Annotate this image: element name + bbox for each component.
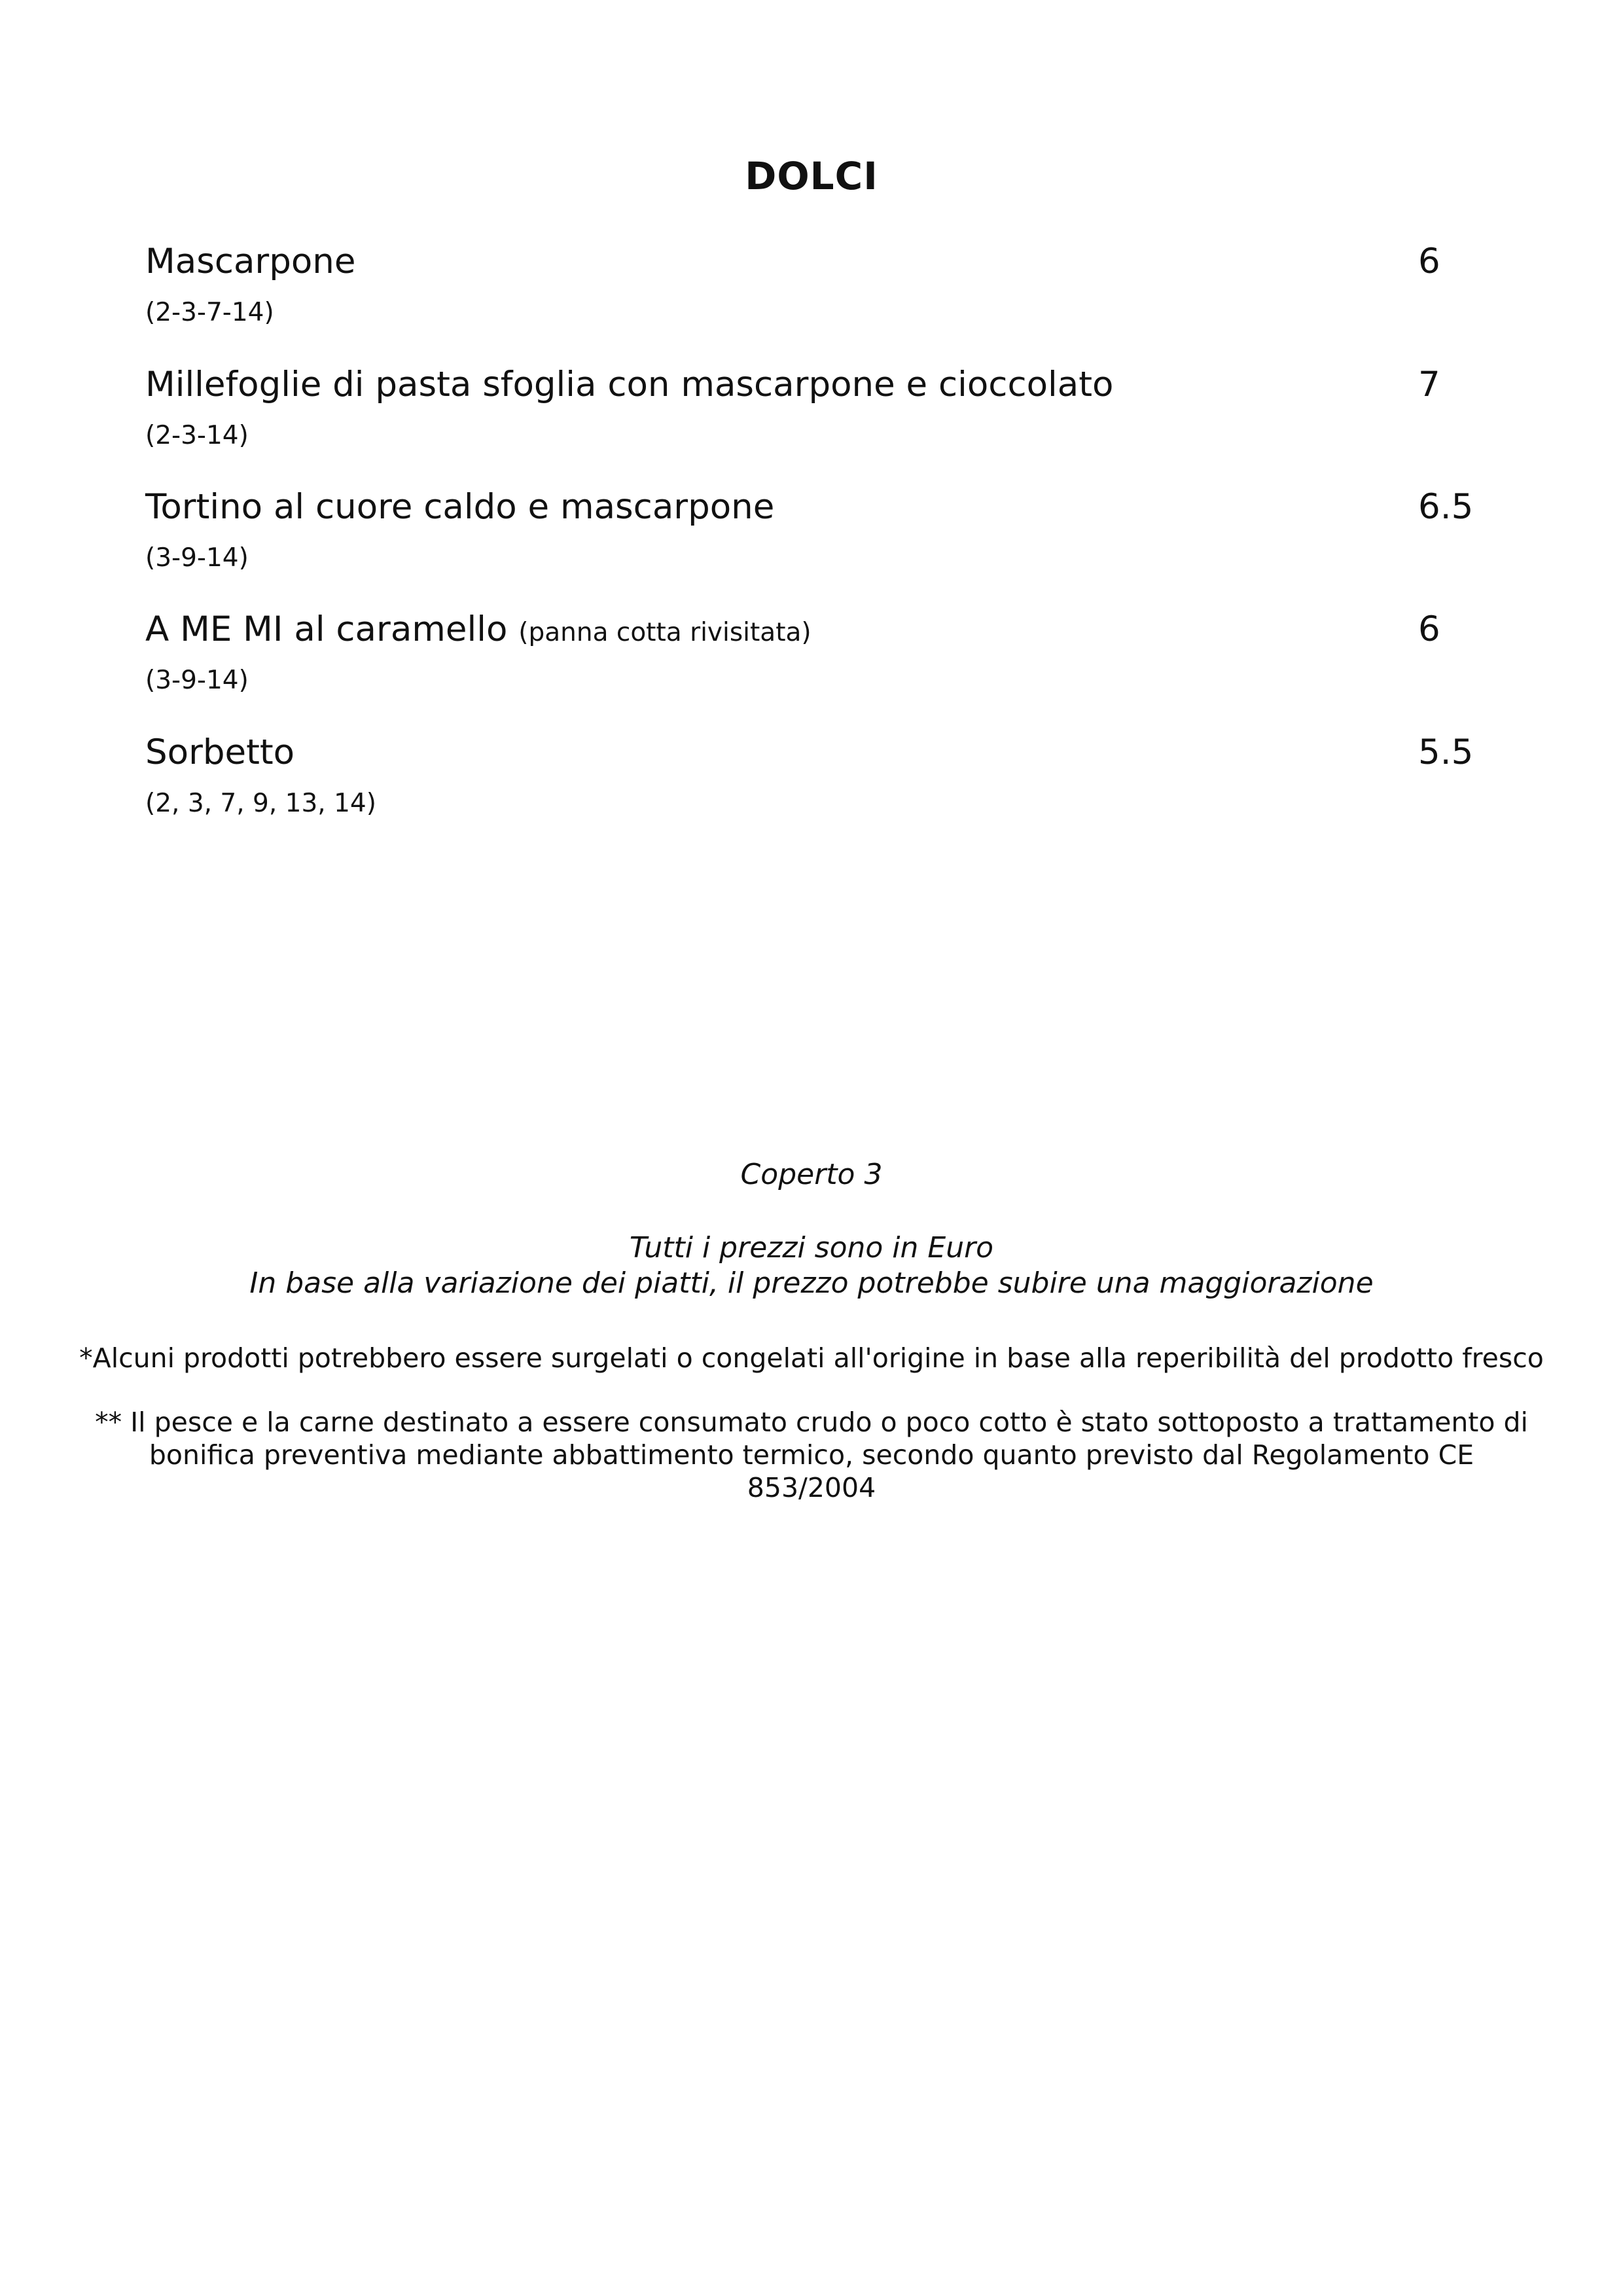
item-price: 6.5 (1418, 487, 1474, 527)
item-name: Sorbetto (145, 732, 295, 772)
menu-item-millefoglie (145, 362, 1493, 467)
menu-item-tortino (145, 484, 1493, 589)
item-price: 5.5 (1418, 732, 1474, 772)
item-name: A ME MI al caramello (panna cotta rivisitata) (145, 609, 812, 649)
item-price: 7 (1418, 365, 1440, 404)
item-note: (panna cotta rivisitata) (518, 618, 812, 647)
item-allergens: (2-3-7-14) (145, 298, 274, 327)
raw-fish-note-line-3: 853/2004 (747, 1472, 876, 1503)
menu-item-mascarpone (145, 239, 1493, 344)
currency-note: Tutti i prezzi sono in Euro (629, 1231, 994, 1265)
item-allergens: (2-3-14) (145, 421, 249, 450)
page-title: DOLCI (745, 154, 878, 198)
item-name: Mascarpone (145, 242, 356, 281)
item-allergens: (3-9-14) (145, 543, 249, 573)
item-name: Tortino al cuore caldo e mascarpone (145, 487, 775, 527)
variation-note: In base alla variazione dei piatti, il prezzo potrebbe subire una maggiorazione (249, 1266, 1374, 1300)
raw-fish-note-line-2: bonifica preventiva mediante abbattimento termico, secondo quanto previsto dal Regolamento CE (149, 1439, 1474, 1471)
menu-item-a-me-mi (145, 607, 1493, 711)
raw-fish-note-line-1: ** Il pesce e la carne destinato a essere consumato crudo o poco cotto è stato sottoposto a trattamento di (95, 1407, 1528, 1438)
frozen-note: *Alcuni prodotti potrebbero essere surgelati o congelati all'origine in base alla reperibilità del prodotto fresco (79, 1342, 1544, 1374)
item-allergens: (3-9-14) (145, 666, 249, 695)
item-allergens: (2, 3, 7, 9, 13, 14) (145, 789, 376, 818)
item-name: Millefoglie di pasta sfoglia con mascarpone e cioccolato (145, 365, 1114, 404)
item-price: 6 (1418, 242, 1440, 281)
coperto-note: Coperto 3 (740, 1158, 883, 1191)
menu-item-sorbetto (145, 730, 1493, 834)
item-price: 6 (1418, 609, 1440, 649)
